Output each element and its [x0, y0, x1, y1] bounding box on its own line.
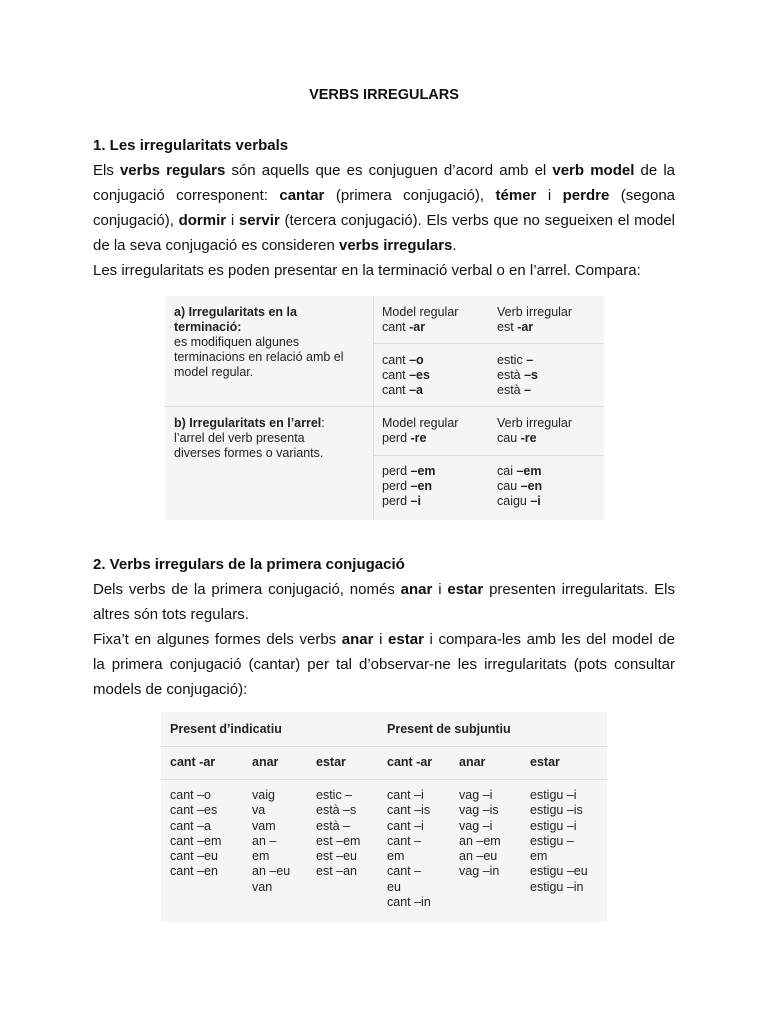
irregularities-comparison-table: [165, 296, 604, 520]
table2-cell: vag –is: [459, 803, 499, 818]
table1-b-irregular-form: cau -re: [497, 431, 537, 445]
table2-col-anar-subjunctive: [459, 788, 501, 880]
table2-cell: van: [252, 879, 273, 894]
table2-cell: cant –is: [387, 803, 431, 818]
table1-divider-vertical: [373, 296, 374, 520]
table1-a-title-line1: a) Irregularitats en la: [174, 305, 297, 319]
table1-b-irregular-form-2: cau –en: [497, 479, 543, 493]
table2-cell: em: [387, 849, 405, 864]
table2-cell: cant –: [387, 833, 422, 848]
section2-p2-line2: la primera conjugació (cantar) per tal d’observar-ne les irregularitats (pots consultar: [93, 656, 675, 673]
table2-col-cant-subjunctive: [387, 788, 431, 910]
table2-cell: cant –o: [170, 788, 212, 802]
section2-p1-line1: Dels verbs de la primera conjugació, només anar i estar presenten irregularitats. Els: [93, 581, 675, 598]
table2-col-estar-indicative: [316, 788, 360, 880]
table1-a-title-line2: terminació:: [174, 320, 242, 334]
table2-cell: estic –: [316, 788, 353, 802]
table1-b-irregular-header: [497, 416, 572, 446]
table1-a-model-form: cant -ar: [382, 320, 426, 334]
table1-a-model-header: [382, 305, 458, 335]
conjugation-table: [161, 712, 607, 922]
table2-header-estar-1: estar: [316, 755, 346, 769]
table2-cell: est –eu: [316, 849, 358, 864]
section1-p1-line3: conjugació), dormir i servir (tercera conjugació). Els verbs que no segueixen el model: [93, 212, 675, 229]
table2-cell: estigu –i: [530, 818, 577, 833]
section2-paragraph1: [93, 577, 675, 702]
table2-cell: estigu –is: [530, 803, 583, 818]
section2-p2-line1: Fixa’t en algunes formes dels verbs anar i estar i compara-les amb les del model de: [93, 631, 675, 648]
table1-divider-b-inner: [373, 455, 604, 456]
table1-b-model-forms: [382, 464, 436, 509]
table1-a-irregular-form-2: està –s: [497, 368, 539, 382]
table1-b-desc-line2: diverses formes o variants.: [174, 446, 324, 460]
table2-divider-2: [161, 779, 607, 780]
table2-cell: cant –i: [387, 788, 424, 802]
table1-b-model-form-2: perd –en: [382, 479, 433, 493]
table2-cell: est –an: [316, 864, 358, 879]
table2-cell: estigu –eu: [530, 864, 588, 879]
section1-heading: 1. Les irregularitats verbals: [93, 137, 289, 154]
table2-col-cant-indicative: [170, 788, 221, 880]
table2-cell: vag –i: [459, 818, 493, 833]
section2-heading: 2. Verbs irregulars de la primera conjugació: [93, 556, 405, 573]
table2-cell: an –eu: [252, 864, 291, 879]
table2-cell: eu: [387, 879, 401, 894]
table1-divider-a-inner: [373, 343, 604, 344]
table1-b-irregular-label: Verb irregular: [497, 416, 573, 430]
section1-p1-line4: de la seva conjugació es consideren verbs irregulars.: [93, 237, 457, 254]
table2-cell: cant –en: [170, 864, 218, 879]
table2-header-cant-ar-2: cant -ar: [387, 755, 433, 769]
section1-paragraph2: Les irregularitats es poden presentar en la terminació verbal o en l’arrel. Compara:: [93, 262, 641, 279]
table1-a-irregular-label: Verb irregular: [497, 305, 573, 319]
table2-header-cant-ar-1: cant -ar: [170, 755, 216, 769]
table1-b-irregular-forms: [497, 464, 542, 509]
table2-cell: cant –i: [387, 818, 424, 833]
table1-a-irregular-form-3: està –: [497, 383, 532, 397]
table1-a-irregular-form-1: estic –: [497, 353, 534, 367]
table2-header-estar-2: estar: [530, 755, 560, 769]
table1-a-model-form-1: cant –o: [382, 353, 424, 367]
table2-cell: cant –: [387, 864, 422, 879]
table1-a-irregular-form: est -ar: [497, 320, 534, 334]
table2-cell: cant –in: [387, 895, 431, 910]
table1-b-irregular-form-3: caigu –i: [497, 494, 541, 508]
section2-p2-line3: models de conjugació):: [93, 681, 248, 698]
table1-a-model-form-3: cant –a: [382, 383, 424, 397]
table2-cell: cant –eu: [170, 849, 218, 864]
table2-cell: estigu –: [530, 833, 574, 848]
table2-cell: estigu –i: [530, 788, 577, 802]
table2-cell: vam: [252, 818, 276, 833]
table1-a-description: [174, 305, 369, 380]
table1-a-irregular-forms: [497, 353, 538, 398]
table2-cell: cant –em: [170, 833, 222, 848]
section1-p1-line2: conjugació corresponent: cantar (primera conjugació), témer i perdre (segona: [93, 187, 675, 204]
table1-b-model-header: [382, 416, 458, 446]
table2-cell: cant –es: [170, 803, 218, 818]
section1-p1-line1: Els verbs regulars són aquells que es conjuguen d’acord amb el verb model de la: [93, 162, 675, 179]
section2-p1-line2: altres són tots regulars.: [93, 606, 249, 623]
table2-cell: vaig: [252, 788, 275, 802]
table2-cell: vag –in: [459, 864, 500, 879]
table1-divider-middle: [165, 406, 604, 407]
table1-b-model-label: Model regular: [382, 416, 459, 430]
table2-cell: em: [252, 849, 270, 864]
table2-group-subjunctive: Present de subjuntiu: [387, 722, 511, 736]
table1-a-desc-line3: model regular.: [174, 365, 254, 379]
table2-col-estar-subjunctive: [530, 788, 588, 895]
table2-group-indicative: Present d’indicatiu: [170, 722, 282, 736]
table2-cell: an –: [252, 833, 277, 848]
table1-a-irregular-header: [497, 305, 572, 335]
table2-cell: est –em: [316, 833, 361, 848]
section1-paragraph1: [93, 158, 675, 283]
table2-cell: estigu –in: [530, 879, 584, 894]
table1-b-irregular-form-1: cai –em: [497, 464, 542, 478]
table2-cell: està –s: [316, 803, 357, 818]
table2-cell: em: [530, 849, 548, 864]
table1-a-desc-line1: es modifiquen algunes: [174, 335, 300, 349]
table1-b-title: b) Irregularitats en l’arrel:: [174, 416, 325, 430]
table2-header-anar-1: anar: [252, 755, 279, 769]
table1-a-model-form-2: cant –es: [382, 368, 430, 382]
table1-b-model-form-1: perd –em: [382, 464, 436, 478]
table1-a-desc-line2: terminacions en relació amb el: [174, 350, 344, 364]
table2-divider-1: [161, 746, 607, 747]
table2-cell: an –eu: [459, 849, 498, 864]
table2-cell: an –em: [459, 833, 501, 848]
table2-cell: va: [252, 803, 266, 818]
table1-a-model-label: Model regular: [382, 305, 459, 319]
table1-b-desc-line1: l’arrel del verb presenta: [174, 431, 305, 445]
document-title: VERBS IRREGULARS: [309, 87, 459, 103]
table2-col-anar-indicative: [252, 788, 290, 895]
table1-b-description: [174, 416, 369, 461]
table2-cell: vag –i: [459, 788, 493, 802]
table2-header-anar-2: anar: [459, 755, 486, 769]
table2-cell: està –: [316, 818, 351, 833]
table1-b-model-form: perd -re: [382, 431, 427, 445]
table1-b-model-form-3: perd –i: [382, 494, 421, 508]
table2-cell: cant –a: [170, 818, 212, 833]
table1-a-model-forms: [382, 353, 430, 398]
